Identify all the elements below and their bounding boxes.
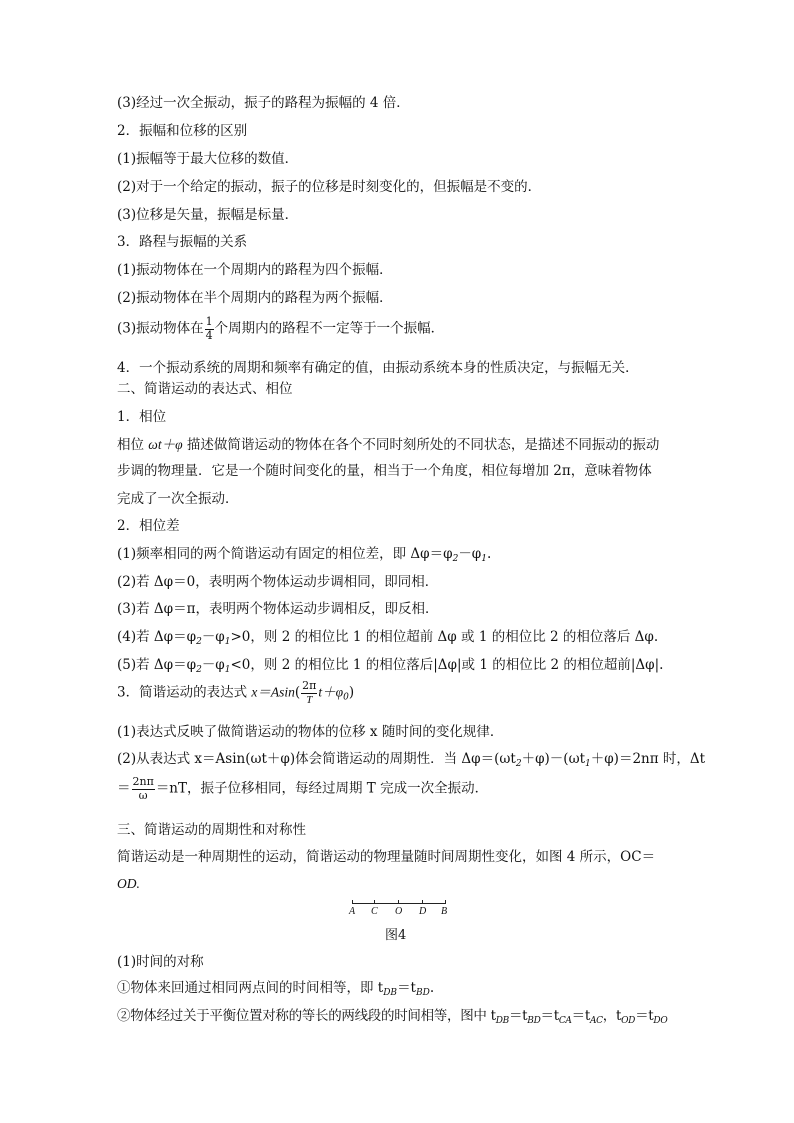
text-segment: . [487, 546, 492, 562]
text-segment: ＝t [540, 1008, 559, 1024]
paren: ) [348, 684, 355, 701]
subscript: 1 [224, 637, 231, 647]
text-segment: －φ [458, 546, 482, 562]
text-line: 4．一个振动系统的周期和频率有确定的值，由振动系统本身的性质决定，与振幅无关． [117, 360, 639, 376]
fraction-2n-pi-over-omega [132, 776, 155, 802]
section-heading: 2．振幅和位移的区别 [117, 123, 248, 139]
formula-expression: t＋φ [318, 684, 344, 700]
text-segment: 3．简谐运动的表达式 [117, 684, 252, 701]
text-line: (2)对于一个给定的振动，振子的位移是时刻变化的，但振幅是不变的． [117, 179, 542, 195]
text-line: 完成了一次全振动． [117, 491, 239, 507]
text-segment: ＝t [571, 1008, 590, 1024]
formula-heading [117, 680, 354, 706]
text-segment: >0，则 2 的相位比 1 的相位超前 Δφ 或 1 的相位比 2 的相位落后 Δφ. [230, 629, 659, 645]
text-line: 简谐运动是一种周期性的运动，简谐运动的物理量随时间周期性变化，如图 4 所示，OC＝ [117, 849, 656, 865]
axis-tick [422, 900, 423, 904]
text-line: (3)位移是矢量，振幅是标量． [117, 207, 299, 223]
text-segment: －φ [201, 657, 225, 673]
text-segment: ①物体来回通过相同两点间的时间相等，即 t [117, 980, 384, 996]
figure-label-d: D [419, 906, 427, 917]
fraction-numerator: 2π [302, 679, 317, 692]
text-segment: 相位 [117, 437, 149, 453]
fraction-denominator: T [306, 693, 313, 706]
subscript: OD [621, 1016, 636, 1026]
text-segment: ＋φ)＝2nπ 时，Δt [590, 751, 706, 767]
text-line: (3)若 Δφ＝π，表明两个物体运动步调相反，即反相． [117, 601, 439, 617]
section-heading: (1)时间的对称 [117, 954, 204, 970]
text-line [117, 548, 491, 562]
subscript: BD [527, 1016, 541, 1026]
text-segment: (4)若 Δφ＝φ [117, 629, 197, 645]
figure-label-c: C [371, 906, 378, 917]
text-line: OD. [117, 876, 140, 891]
text-line: (2)若 Δφ＝0，表明两个物体运动步调相同，即同相． [117, 574, 439, 590]
text-line [117, 1010, 667, 1024]
text-line: (3)经过一次全振动，振子的路程为振幅的 4 倍． [117, 95, 410, 111]
fraction-denominator: ω [138, 788, 148, 802]
subscript: 0 [343, 692, 349, 703]
text-line [117, 631, 658, 645]
text-segment: ＝ [117, 780, 131, 797]
text-segment: (1)频率相同的两个简谐运动有固定的相位差，即 Δφ＝φ [117, 546, 453, 562]
figure-4-axis [352, 903, 446, 904]
figure-label-a: A [349, 906, 356, 917]
paren: ( [294, 684, 301, 701]
subscript: DB [383, 988, 398, 998]
text-segment: ②物体经过关于平衡位置对称的等长的两线段的时间相等，图中 t [117, 1008, 496, 1024]
text-segment: <0，则 2 的相位比 1 的相位落后|Δφ|或 1 的相位比 2 的相位超前|Δφ|. [230, 657, 664, 673]
section-heading: 二、简谐运动的表达式、相位 [117, 381, 293, 397]
text-line-with-fraction [117, 776, 488, 802]
text-line: 步调的物理量．它是一个随时间变化的量，相当于一个角度，相位每增加 2π，意味着物体 [117, 463, 652, 479]
text-line [117, 982, 434, 996]
section-heading: 1．相位 [117, 409, 167, 425]
subscript: 1 [224, 665, 231, 675]
axis-tick [352, 900, 353, 904]
subscript: 1 [585, 759, 591, 769]
text-line-with-fraction [117, 316, 444, 342]
figure-label-b: B [441, 906, 448, 917]
figure-label-o: O [395, 906, 403, 917]
subscript: BD [416, 988, 430, 998]
section-heading: 2．相位差 [117, 518, 180, 534]
text-line: (1)振幅等于最大位移的数值． [117, 151, 299, 167]
text-segment: ＋φ)－(ωt [521, 751, 585, 767]
phase-expression: ωt＋φ [148, 437, 183, 452]
subscript: 2 [515, 759, 522, 769]
text-segment: (2)从表达式 x＝Asin(ωt＋φ)体会简谐运动的周期性．当 Δφ＝(ωt [117, 751, 516, 767]
subscript: 2 [452, 554, 459, 564]
text-segment: ＝t [508, 1008, 528, 1024]
subscript: CA [558, 1016, 572, 1026]
subscript: AC [589, 1016, 603, 1026]
text-segment: . [429, 980, 435, 996]
text-segment: ，t [602, 1008, 622, 1024]
axis-tick [374, 900, 375, 904]
figure-caption: 图4 [385, 928, 407, 943]
text-segment: ＝nT，振子位移相同，每经过周期 T 完成一次全振动． [155, 780, 489, 797]
subscript: DB [495, 1016, 509, 1026]
section-heading: 3．路程与振幅的关系 [117, 234, 248, 250]
formula-expression: x＝Asin [251, 684, 295, 700]
subscript: 2 [196, 665, 202, 675]
section-heading: 三、简谐运动的周期性和对称性 [117, 822, 306, 838]
axis-tick [398, 900, 399, 904]
subscript: 2 [196, 637, 202, 647]
text-segment: －φ [201, 629, 225, 645]
subscript: 1 [481, 554, 487, 564]
text-segment: (3)振动物体在 [117, 320, 204, 337]
text-line: (1)振动物体在一个周期内的路程为四个振幅． [117, 262, 393, 278]
fraction-one-quarter [205, 316, 214, 342]
fraction-numerator: 2nπ [132, 775, 154, 788]
fraction-two-pi-over-t [301, 680, 317, 706]
text-line: (1)表达式反映了做简谐运动的物体的位移 x 随时间的变化规律． [117, 724, 504, 740]
text-segment: ＝t [635, 1008, 654, 1024]
subscript: DO [653, 1016, 668, 1026]
text-line [117, 753, 705, 767]
text-segment: 描述做简谐运动的物体在各个不同时刻所处的不同状态，是描述不同振动的振动 [182, 437, 660, 453]
text-line: (2)振动物体在半个周期内的路程为两个振幅． [117, 290, 393, 306]
text-segment: 个周期内的路程不一定等于一个振幅． [214, 320, 445, 337]
text-segment: (5)若 Δφ＝φ [117, 657, 197, 673]
text-line [117, 438, 659, 453]
text-segment: ＝t [397, 980, 416, 996]
text-line [117, 659, 663, 673]
fraction-numerator: 1 [205, 315, 213, 328]
fraction-denominator: 4 [205, 328, 213, 342]
axis-tick [445, 900, 446, 904]
